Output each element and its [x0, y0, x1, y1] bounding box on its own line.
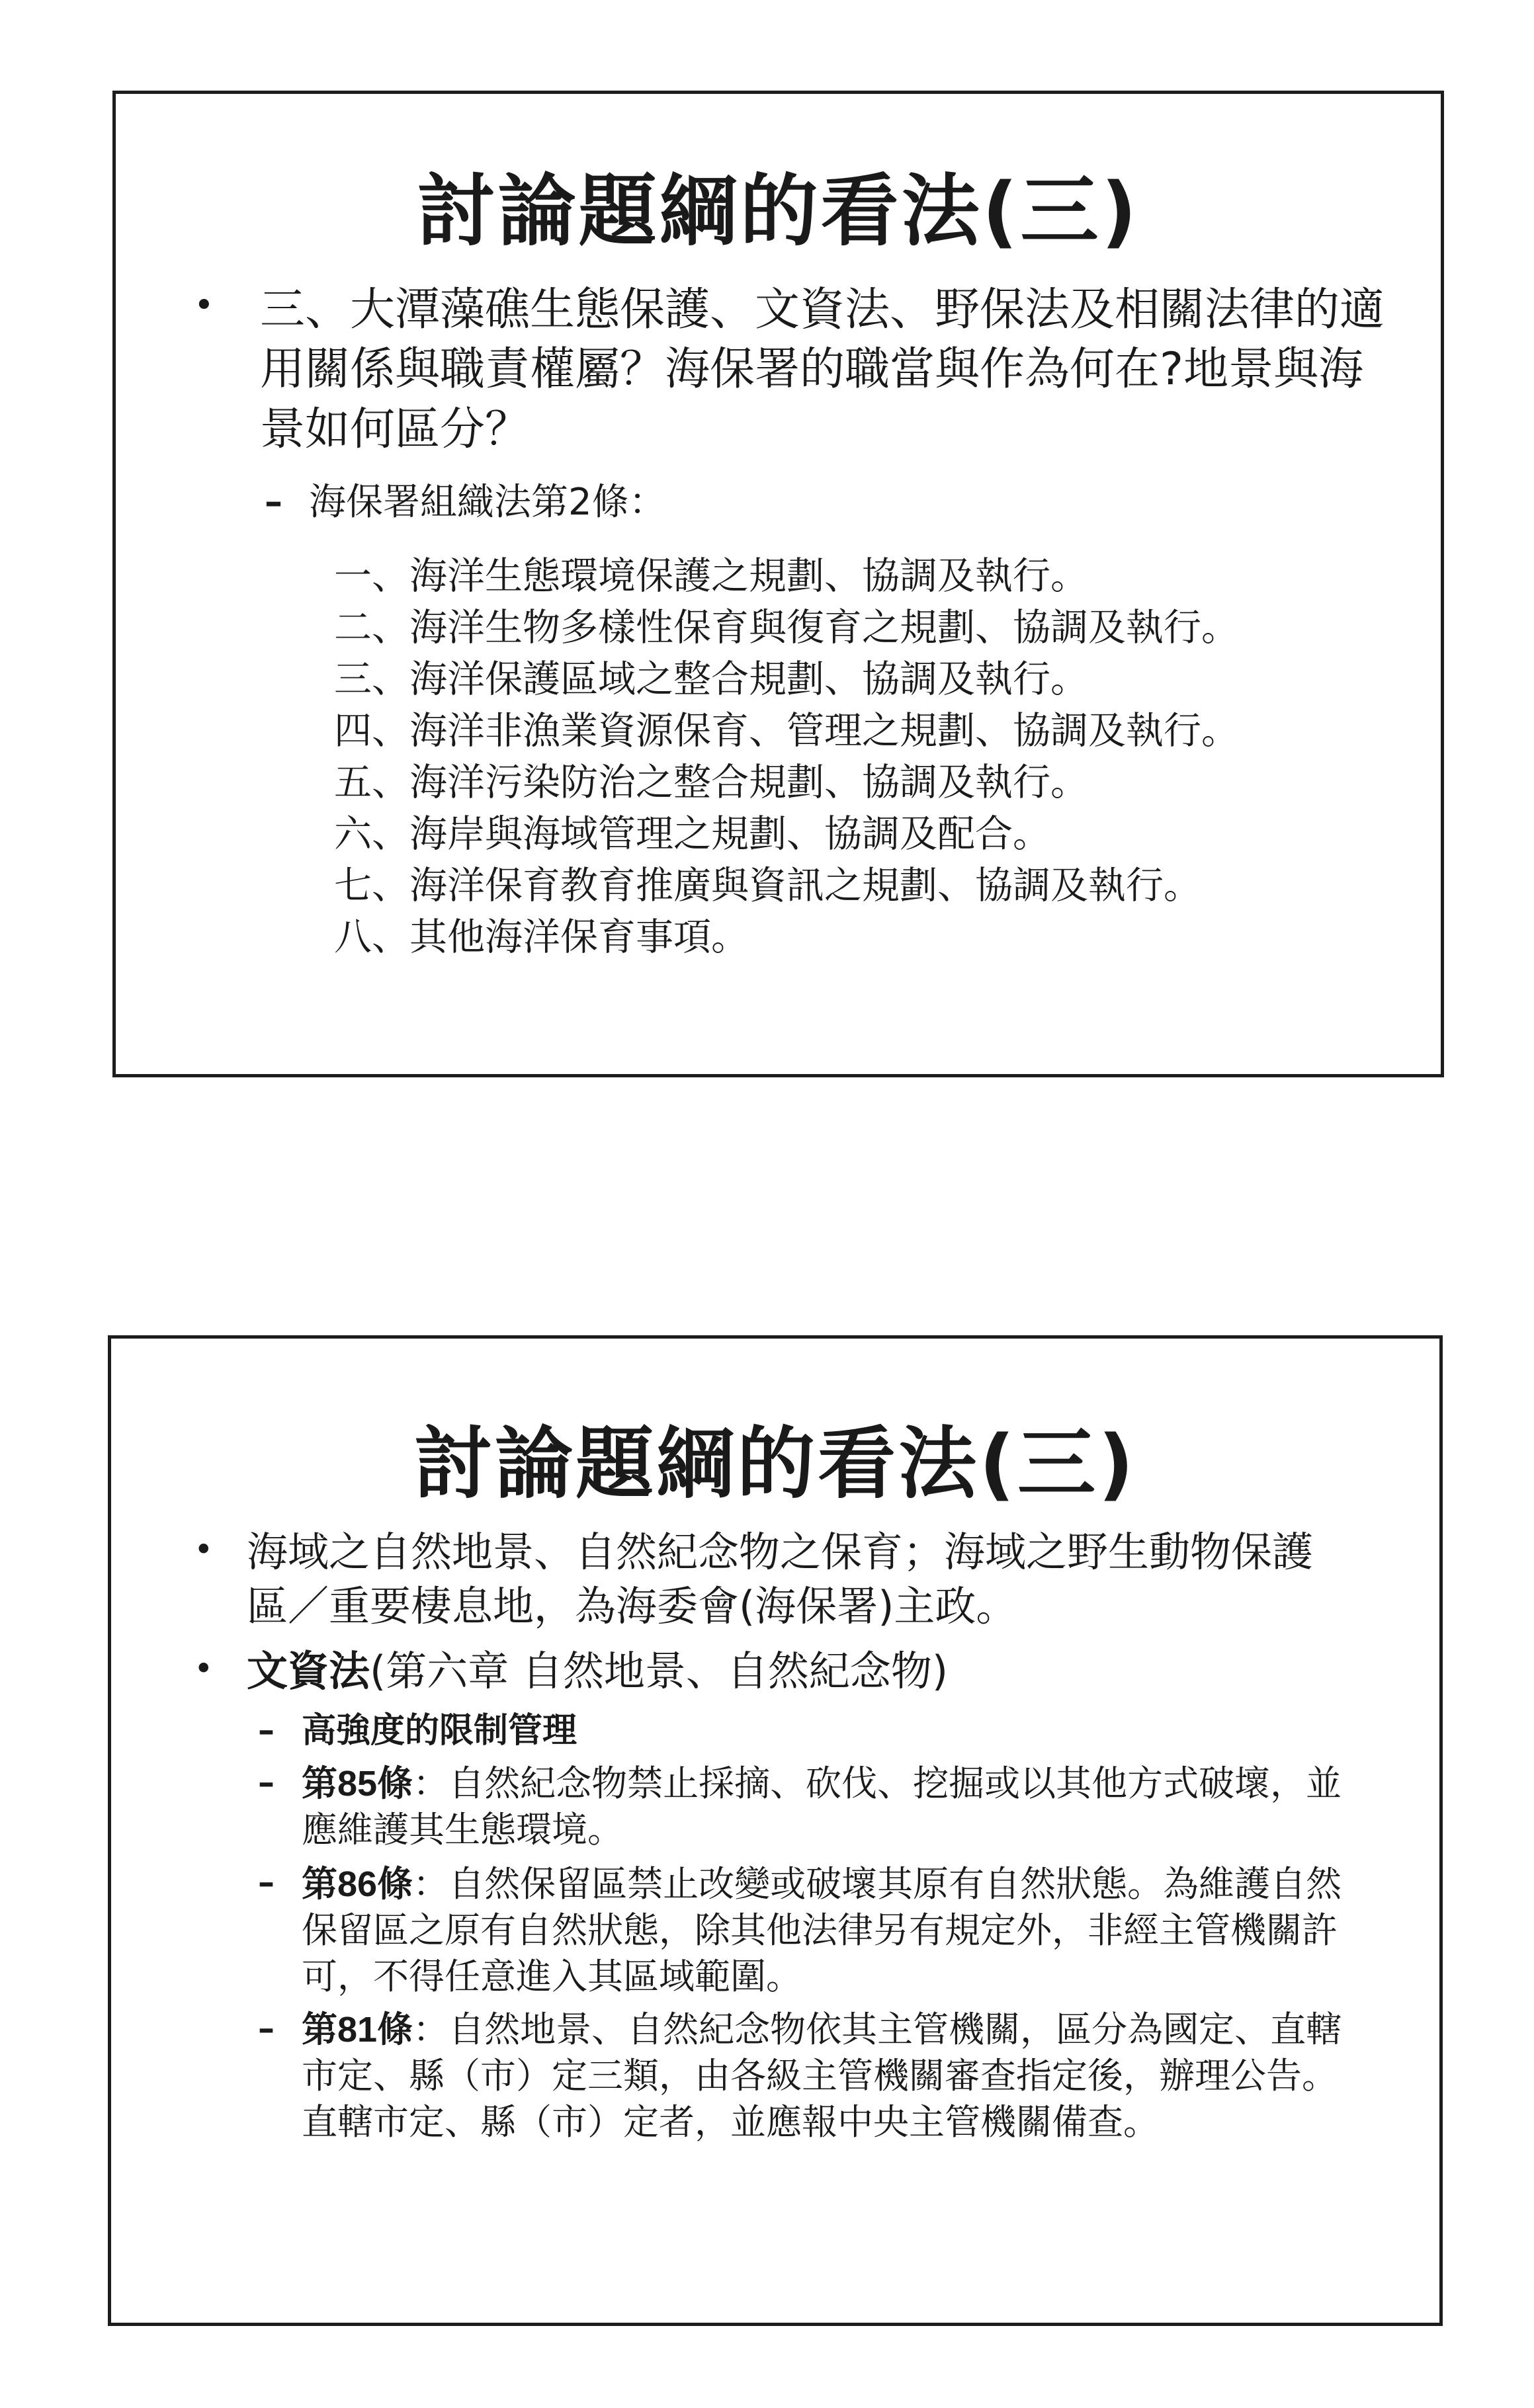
article-86-label: 第86條 [302, 1864, 413, 1904]
slide-1-article-list [334, 550, 1239, 963]
slide-2 [108, 1335, 1443, 2326]
slide-2-bullet-1: 海域之自然地景、自然紀念物之保育；海域之野生動物保護區／重要棲息地，為海委會(海保署)主政。 [247, 1528, 1314, 1631]
dash-marker: – [265, 481, 282, 522]
list-item: 一、海洋生態環境保護之規劃、協調及執行。 [334, 554, 1088, 598]
bullet-marker: • [194, 286, 214, 325]
list-item: 四、海洋非漁業資源保育、管理之規劃、協調及執行。 [334, 709, 1239, 753]
slide-2-item-2 [302, 1761, 1353, 1853]
list-item: 五、海洋污染防治之整合規劃、協調及執行。 [334, 761, 1088, 804]
slide-2-bullet-2 [247, 1644, 1358, 1698]
list-item: 三、海洋保護區域之整合規劃、協調及執行。 [334, 657, 1088, 701]
bullet-2-bold: 文資法 [247, 1647, 370, 1695]
list-item: 二、海洋生物多樣性保育與復育之規劃、協調及執行。 [334, 606, 1239, 649]
bullet-2-rest: (第六章 自然地景、自然紀念物) [370, 1647, 949, 1695]
slide-1-sub-heading: 海保署組織法第2條： [309, 481, 666, 524]
article-81-text: ：自然地景、自然紀念物依其主管機關，區分為國定、直轄市定、縣（市）定三類，由各級主管機關審查指定後，辦理公告。直轄市定、縣（市）定者，並應報中央主管機關備查。 [302, 2009, 1342, 2143]
slide-2-item-3 [302, 1861, 1353, 2001]
dash-marker: – [258, 1711, 275, 1749]
slide-2-item-4 [302, 2007, 1360, 2146]
bullet-marker: • [194, 1530, 214, 1569]
bullet-marker: • [194, 1649, 214, 1688]
dash-marker: – [258, 2009, 275, 2048]
slide-1-bullet-text: 三、大潭藻礁生態保護、文資法、野保法及相關法律的適用關係與職責權屬？海保署的職當與作為何在?地景與海景如何區分？ [260, 284, 1385, 456]
dash-marker: – [258, 1763, 275, 1802]
article-85-label: 第85條 [302, 1764, 413, 1804]
article-81-label: 第81條 [302, 2010, 413, 2050]
dash-marker: – [258, 1863, 275, 1901]
article-86-text: ：自然保留區禁止改變或破壞其原有自然狀態。為維護自然保留區之原有自然狀態，除其他法律另有規定外，非經主管機關許可，不得任意進入其區域範圍。 [302, 1863, 1342, 1998]
slide-2-title: 討論題綱的看法(三) [414, 1418, 1136, 1509]
list-item: 八、其他海洋保育事項。 [334, 915, 749, 959]
list-item: 七、海洋保育教育推廣與資訊之規劃、協調及執行。 [334, 864, 1201, 907]
slide-1-title: 討論題綱的看法(三) [417, 165, 1140, 257]
slide-2-item-1: 高強度的限制管理 [302, 1711, 577, 1751]
list-item: 六、海岸與海域管理之規劃、協調及配合。 [334, 812, 1050, 856]
article-85-text: ：自然紀念物禁止採摘、砍伐、挖掘或以其他方式破壞，並應維護其生態環境。 [302, 1763, 1342, 1851]
slide-1 [112, 91, 1444, 1077]
